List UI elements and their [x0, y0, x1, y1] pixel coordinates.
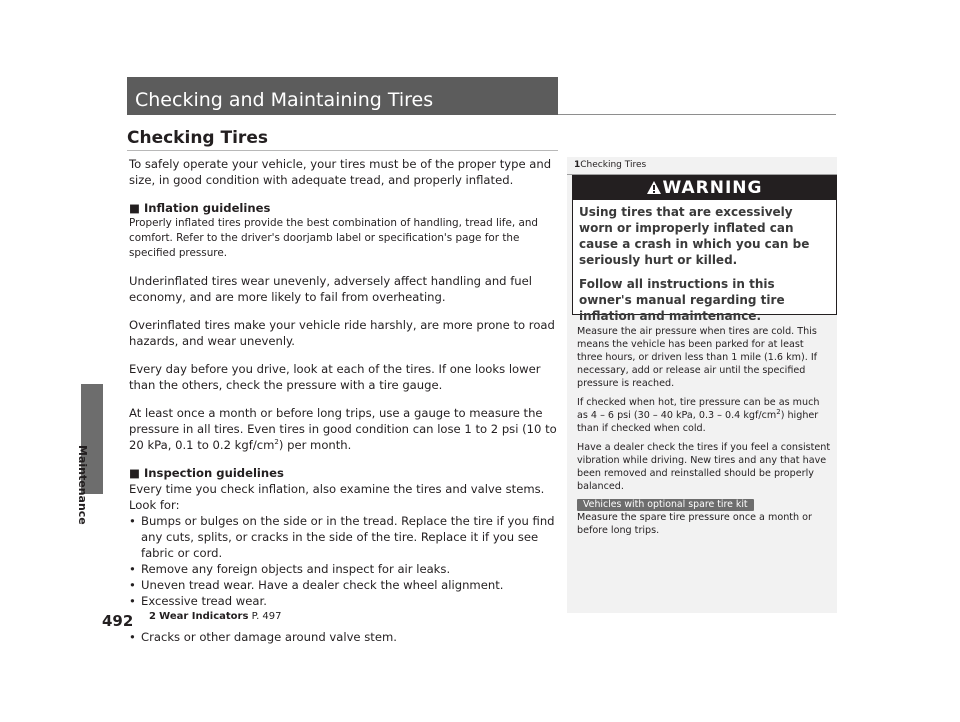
inspection-list	[129, 513, 562, 609]
overinflated-paragraph: Overinflated tires make your vehicle ride harshly, are more prone to road hazards, and wear unevenly.	[129, 318, 555, 348]
inspection-list-continued	[129, 629, 562, 645]
sidebar-heading: 1Checking Tires	[574, 160, 647, 170]
underinflated-paragraph: Underinflated tires wear unevenly, adversely affect handling and fuel economy, and are more likely to fail from overheating.	[129, 274, 532, 304]
sidebar-paragraph: Measure the air pressure when tires are cold. This means the vehicle has been parked for at least three hours, or driven less than 1 mile (1.6 km). If necessary, add or release air until the specified pressure is reached.	[577, 326, 818, 389]
warning-title: WARNING	[662, 178, 763, 198]
list-item: • Excessive tread wear.	[129, 593, 562, 609]
sidebar-text	[577, 325, 832, 543]
list-item: • Remove any foreign objects and inspect for air leaks.	[129, 561, 562, 577]
main-content	[129, 153, 562, 645]
look-for-label: Look for:	[129, 498, 180, 512]
monthly-check-paragraph: At least once a month or before long trips, use a gauge to measure the pressure in all tires. Even tires in good condition can lose 1 to 2 psi (10 to 20 kPa, 0.1 to 0.2 kgf/$cm^2$) per month.	[129, 406, 557, 452]
list-item: • Bumps or bulges on the side or in the tread. Replace the tire if you find any cuts, splits, or cracks in the side of the tire. Replace it if you see fabric or cord.	[129, 513, 562, 561]
intro-paragraph: To safely operate your vehicle, your tires must be of the proper type and size, in good condition with adequate tread, and properly inflated.	[129, 157, 552, 187]
wear-indicators-link[interactable]: 2 Wear Indicators P. 497	[149, 611, 282, 622]
page-number: 492	[102, 612, 134, 630]
side-tab	[0, 0, 103, 722]
sidebar-paragraph: Have a dealer check the tires if you feel a consistent vibration while driving. New tires and any that have been removed and reinstalled should be properly balanced.	[577, 442, 831, 492]
warning-text: Using tires that are excessively worn or improperly inflated can cause a crash in which you can be seriously hurt or killed.	[579, 205, 810, 267]
xref-arrow-icon: 2	[149, 611, 156, 622]
sidebar-paragraph: If checked when hot, tire pressure can be as much as 4 – 6 psi (30 – 40 kPa, 0.3 – 0.4 kgf/$cm^2$) higher than if checked when cold.	[577, 397, 820, 434]
inflation-heading: ■ Inflation guidelines	[129, 201, 271, 215]
warning-triangle-icon	[647, 181, 661, 194]
inspection-heading: ■ Inspection guidelines	[129, 466, 284, 480]
list-item: • Uneven tread wear. Have a dealer check the wheel alignment.	[129, 577, 562, 593]
warning-text: Follow all instructions in this owner's manual regarding tire inflation and maintenance.	[579, 277, 785, 323]
warning-header	[573, 176, 836, 200]
section-divider	[127, 150, 558, 151]
chapter-title: Checking and Maintaining Tires	[127, 77, 558, 115]
spare-tire-kit-badge: Vehicles with optional spare tire kit	[577, 499, 754, 511]
inspection-intro: Every time you check inflation, also examine the tires and valve stems.	[129, 482, 545, 496]
warning-body	[573, 200, 836, 324]
warning-box	[572, 175, 837, 323]
section-tab-label: Maintenance	[76, 445, 89, 525]
list-item: • Cracks or other damage around valve stem.	[129, 629, 562, 645]
inflation-text: Properly inflated tires provide the best combination of handling, tread life, and comfort. Refer to the driver's doorjamb label or specification's page for the specified pressure.	[129, 217, 539, 259]
section-title: Checking Tires	[127, 128, 268, 148]
daily-check-paragraph: Every day before you drive, look at each of the tires. If one looks lower than the others, check the pressure with a tire gauge.	[129, 362, 541, 392]
sidebar-notes	[567, 157, 837, 613]
sidebar-paragraph: Measure the spare tire pressure once a month or before long trips.	[577, 512, 812, 536]
title-divider	[558, 114, 836, 115]
sidebar-marker-icon: 1	[574, 160, 581, 170]
